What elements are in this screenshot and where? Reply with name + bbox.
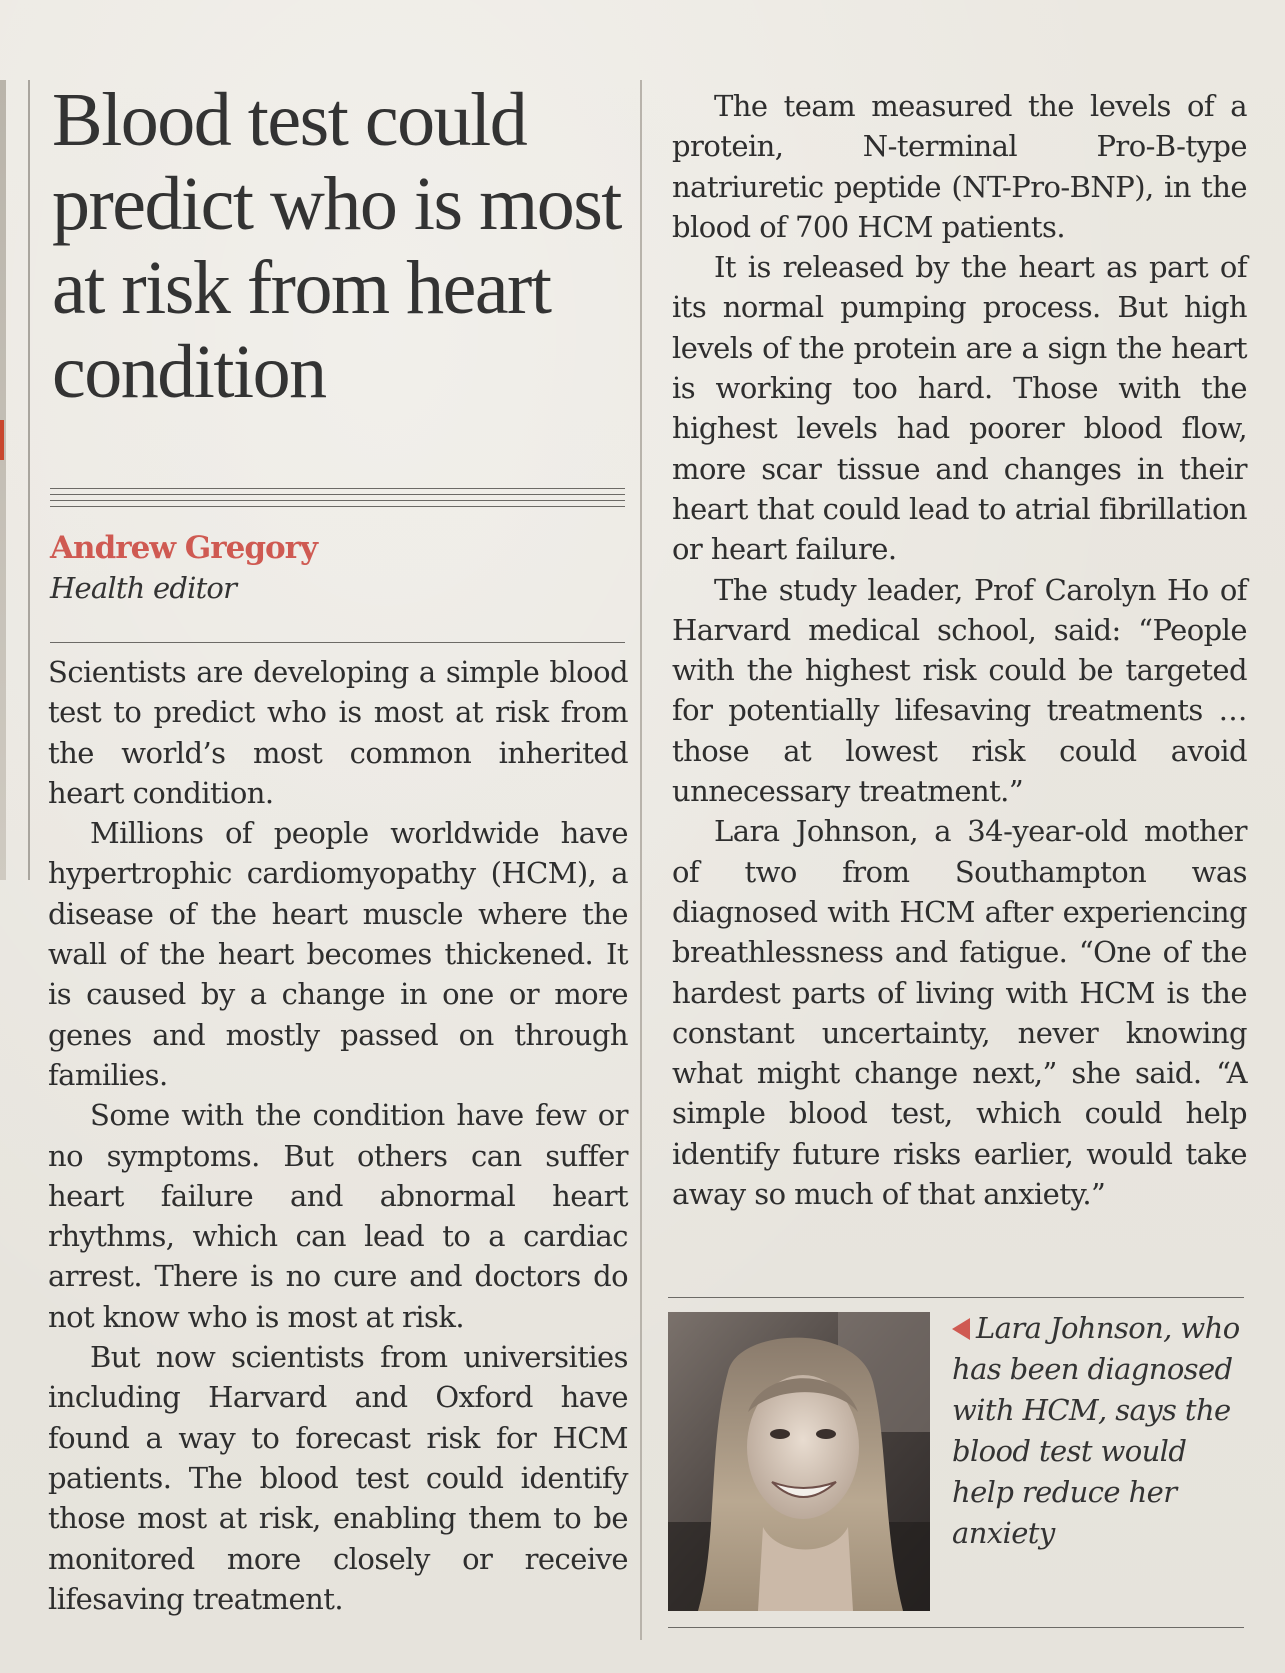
paragraph: The study leader, Prof Carolyn Ho of Harvard medical school, said: “People with the highest risk could be targeted for potentially lifesaving treatments … those at lowest risk could avoid unnecessary treatment.” [672, 572, 1247, 809]
byline-author: Andrew Gregory [50, 530, 318, 566]
article-column-right [672, 86, 1247, 1214]
adjacent-page-edge [0, 80, 6, 880]
article-column-left [48, 652, 628, 1619]
paragraph: The team measured the levels of a protein, N-terminal Pro-B-type natriuretic peptide (NT-Pro-BNP), in the blood of 700 HCM patients. [672, 89, 1247, 244]
paragraph: Millions of people worldwide have hypertrophic cardiomyopathy (HCM), a disease of the heart muscle where the wall of the heart becomes thickened. It is caused by a change in one or more genes and mostly passed on through families. [48, 816, 628, 1092]
caption-text: Lara Johnson, who has been diagnosed with HCM, says the blood test would help reduce her anxiety [952, 1311, 1240, 1550]
paragraph: Lara Johnson, a 34-year-old mother of two from Southampton was diagnosed with HCM after experiencing breathlessness and fatigue. “One of the hardest parts of living with HCM is the constant uncertainty, never knowing what might change next,” she said. “A simple blood test, which could help identify future risks earlier, would take away so much of that anxiety.” [672, 814, 1247, 1212]
portrait-photo [668, 1312, 930, 1611]
adjacent-page-color-strip [0, 420, 4, 460]
photo-caption [952, 1308, 1242, 1554]
paragraph: Some with the condition have few or no symptoms. But others can suffer heart failure and abnormal heart rhythms, which can lead to a cardiac arrest. There is no cure and doctors do not know who is most at risk. [48, 1098, 628, 1334]
headline: Blood test could predict who is most at risk from heart condition [52, 78, 621, 414]
left-pointing-triangle-icon [952, 1318, 970, 1340]
paragraph: Scientists are developing a simple blood test to predict who is most at risk from the world’s most common inherited heart condition. [48, 655, 628, 810]
column-divider-left [28, 80, 30, 880]
paragraph: It is released by the heart as part of its normal pumping process. But high levels of the protein are a sign the heart is working too hard. Those with the highest levels had poorer blood flow, more scar tissue and changes in their heart that could lead to atrial fibrillation or heart failure. [672, 250, 1247, 567]
byline-role: Health editor [50, 571, 237, 605]
portrait-illustration [668, 1312, 930, 1611]
headline-rules [50, 488, 625, 522]
photo-rule-top [668, 1297, 1244, 1298]
photo-rule-bottom [668, 1627, 1244, 1628]
byline-rule [50, 642, 625, 643]
paragraph: But now scientists from universities including Harvard and Oxford have found a way to forecast risk for HCM patients. The blood test could identify those most at risk, enabling them to be monitored more closely or receive lifesaving treatment. [48, 1340, 628, 1616]
